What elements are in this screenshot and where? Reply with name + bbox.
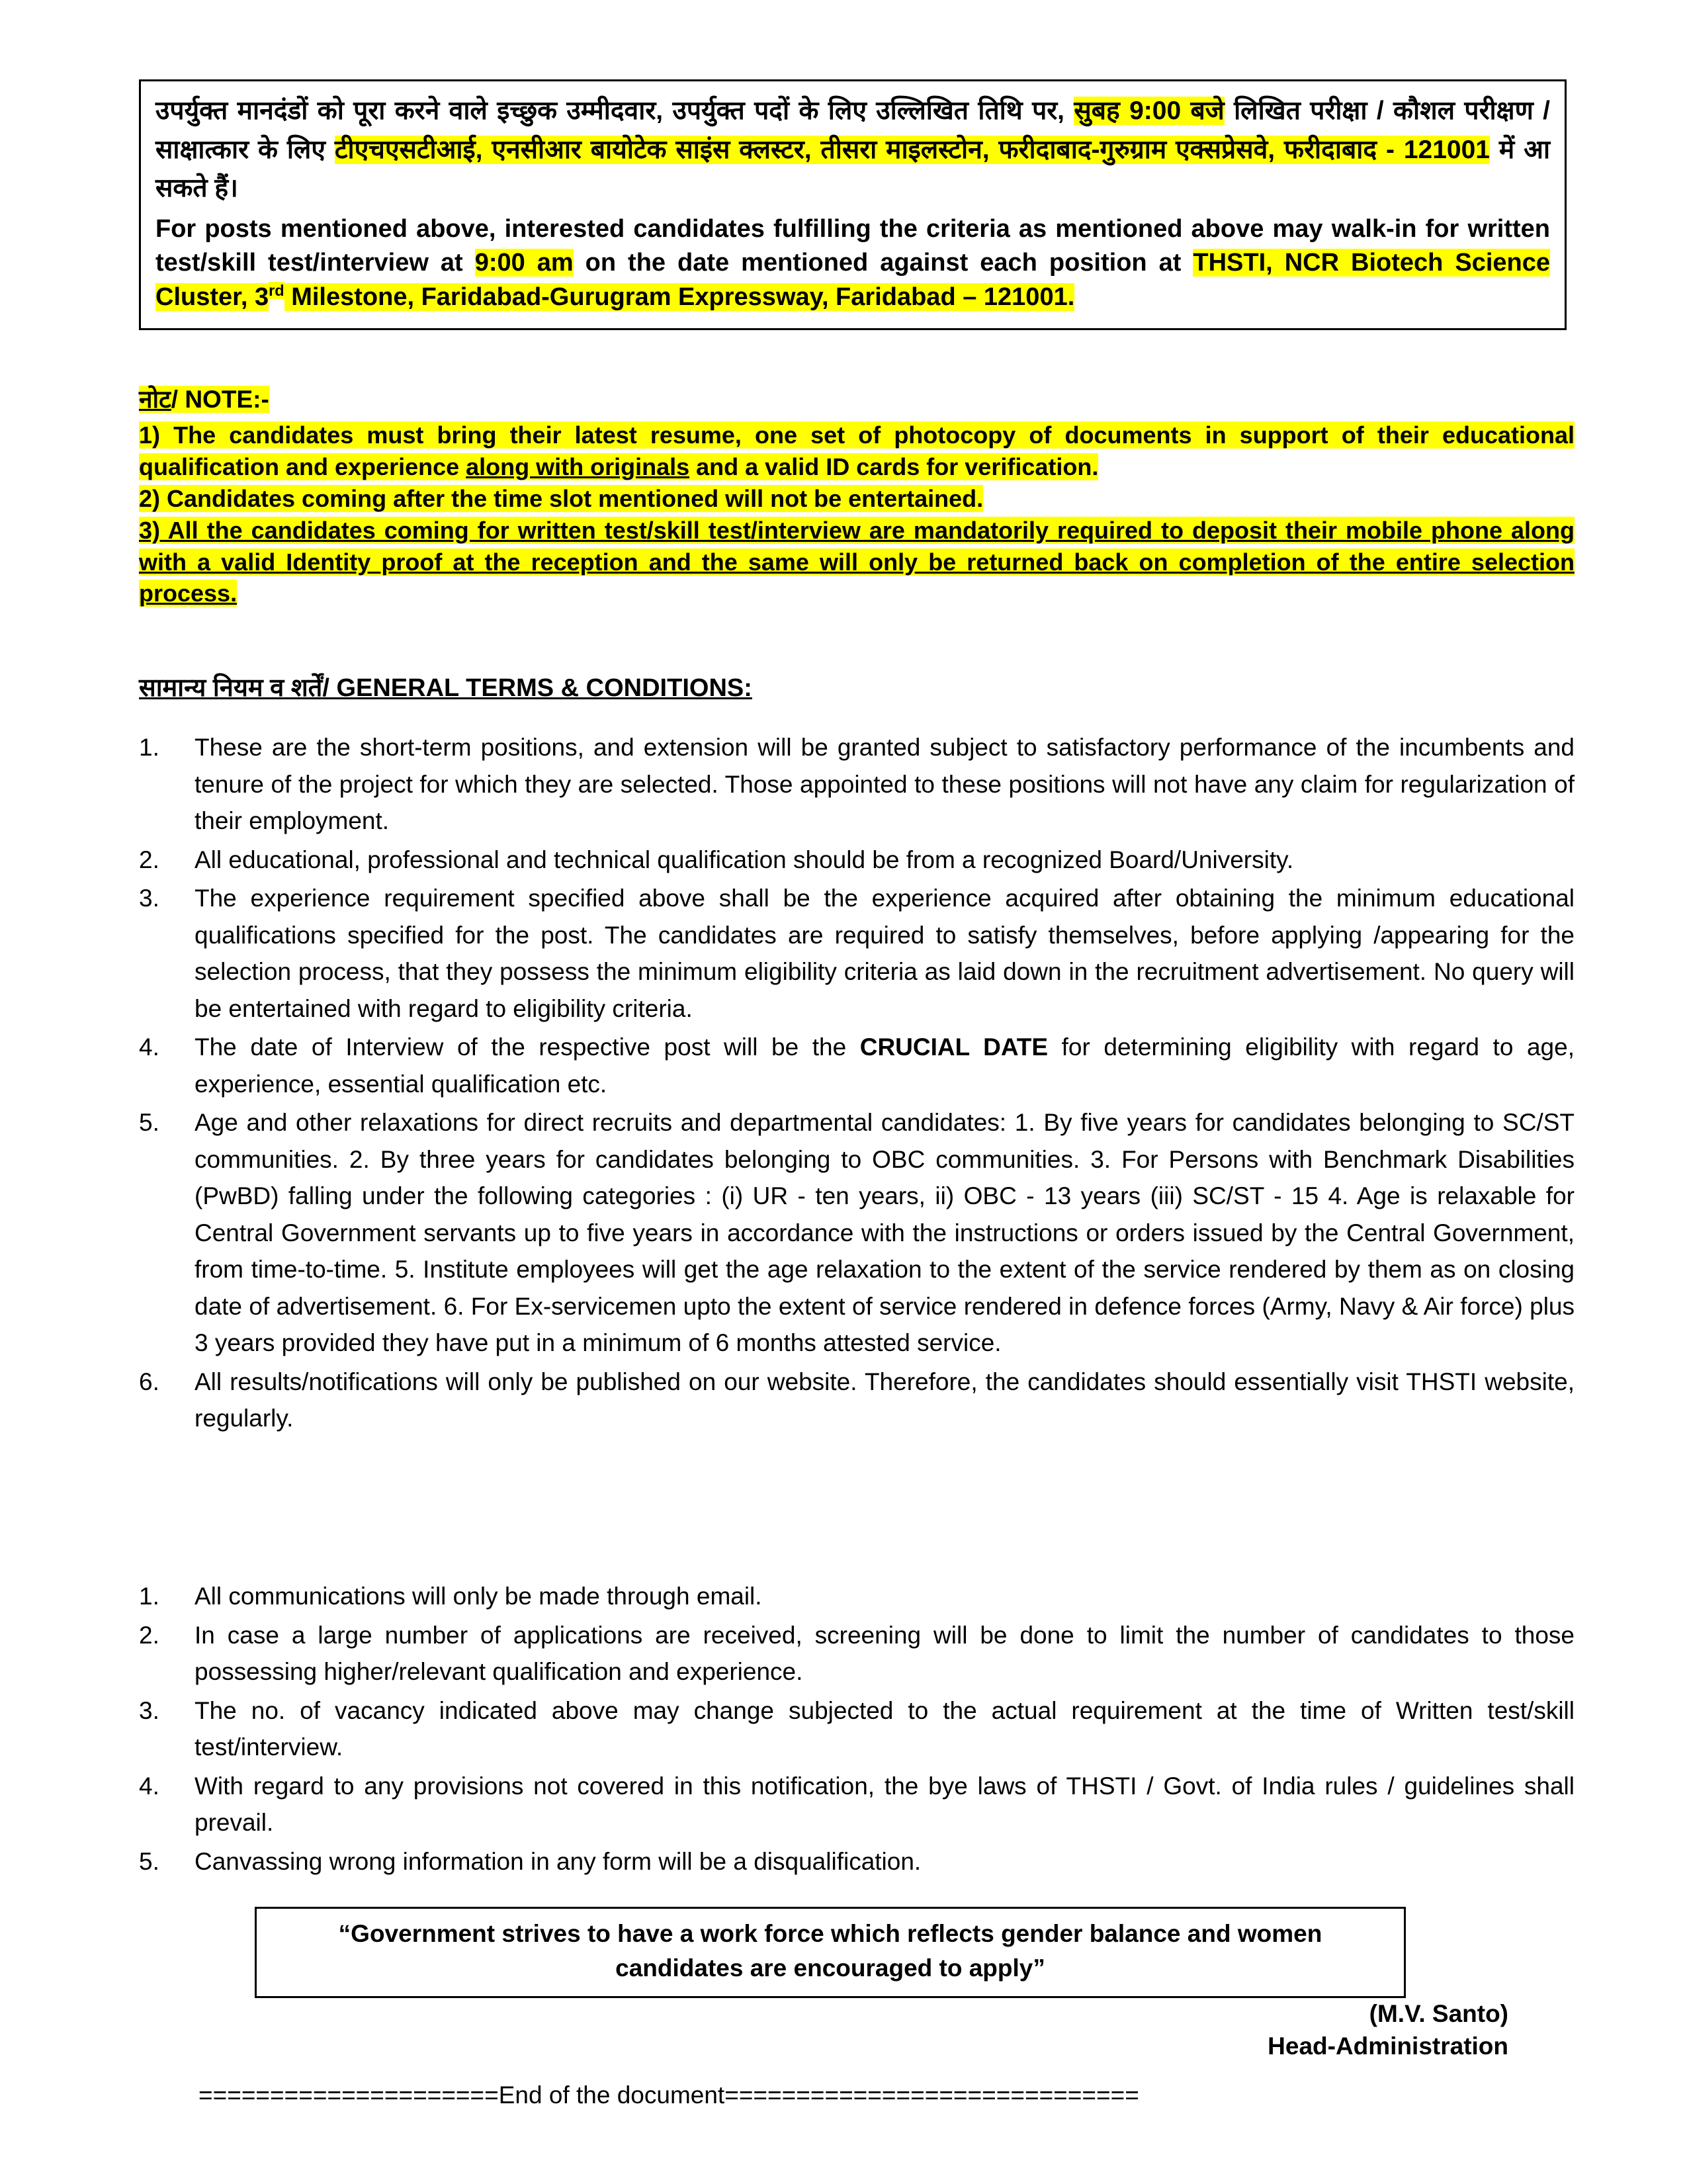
signatory-designation: Head-Administration bbox=[1268, 2032, 1508, 2060]
hindi-segment-1: उपर्युक्त मानदंडों को पूरा करने वाले इच्छुक उम्मीदवार, उपर्युक्त पदों के लिए उल्लिखित तिथि पर, bbox=[155, 97, 1074, 125]
list-item-text: All results/notifications will only be published on our website. Therefore, the candidates should essentially visit THSTI website, regularly. bbox=[195, 1368, 1575, 1432]
list-item-text: All educational, professional and technical qualification should be from a recognized Board/University. bbox=[195, 846, 1294, 873]
list-item-number: 3. bbox=[139, 885, 159, 912]
hindi-venue-highlight: टीएचएसटीआई, एनसीआर बायोटेक साइंस क्लस्टर, तीसरा माइलस्टोन, फरीदाबाद-गुरुग्राम एक्सप्रेसवे, फरीदाबाद - 121001 bbox=[334, 135, 1490, 164]
note-section bbox=[139, 384, 1575, 609]
list-item bbox=[139, 1617, 1575, 1690]
english-segment-3: on the date mentioned against each position at bbox=[573, 249, 1193, 277]
list-item-text: The no. of vacancy indicated above may change subjected to the actual requirement at the time of Written test/skill test/interview. bbox=[195, 1696, 1575, 1761]
hindi-segment-3: लिखित परीक्षा / कौशल परीक्षण / साक्षात्कार के लिए bbox=[155, 97, 1550, 164]
note-item-1 bbox=[139, 419, 1575, 483]
list-item-number: 1. bbox=[139, 734, 159, 761]
quote-line-1: “Government strives to have a work force which reflects gender balance and women bbox=[338, 1920, 1322, 1947]
note-heading-english: / NOTE:- bbox=[171, 386, 269, 413]
list-item-number: 3. bbox=[139, 1696, 159, 1724]
list-item-text: In case a large number of applications are received, screening will be done to limit the number of candidates to those possessing higher/relevant qualification and experience. bbox=[195, 1621, 1575, 1685]
signature-block bbox=[1268, 1998, 1508, 2063]
list-item-number: 6. bbox=[139, 1368, 159, 1395]
list-item bbox=[139, 880, 1575, 1027]
list-item bbox=[139, 1029, 1575, 1102]
english-venue-highlight-b: Milestone, Faridabad-Gurugram Expressway, Faridabad – 121001. bbox=[284, 283, 1075, 311]
note-item-1-underlined: along with originals bbox=[466, 453, 690, 480]
walkin-details-box bbox=[139, 79, 1567, 330]
quote-line-2: candidates are encouraged to apply” bbox=[615, 1954, 1045, 1982]
gender-balance-quote-box bbox=[255, 1907, 1406, 1998]
crucial-date-emphasis: CRUCIAL DATE bbox=[859, 1033, 1049, 1061]
hindi-time-highlight: सुबह 9:00 बजे bbox=[1074, 97, 1225, 125]
note-heading bbox=[139, 384, 1575, 415]
list-item-text: All communications will only be made through email. bbox=[195, 1583, 762, 1610]
crucial-date-prefix: The date of Interview of the respective post will be the bbox=[195, 1033, 860, 1061]
note-item-2 bbox=[139, 483, 1575, 515]
ordinal-suffix: rd bbox=[269, 282, 284, 300]
list-item bbox=[139, 1843, 1575, 1880]
english-time-highlight: 9:00 am bbox=[474, 249, 574, 277]
crucial-date-suffix: for determining eligibility with regard to age, experience, essential qualification etc. bbox=[195, 1033, 1575, 1098]
list-item-number: 2. bbox=[139, 1621, 159, 1649]
list-item-text: These are the short-term positions, and extension will be granted subject to satisfactory performance of the incumbents and tenure of the project for which they are selected. Those appointed to these positions will not have any claim for regularization of their employment. bbox=[195, 734, 1575, 834]
list-item bbox=[139, 1768, 1575, 1841]
list-item-number: 5. bbox=[139, 1109, 159, 1136]
hindi-segment-5: में आ सकते हैं। bbox=[155, 135, 1550, 202]
english-segment-1: For posts mentioned above, interested candidates fulfilling the criteria as mentioned above may walk-in for written test/skill test/interview at bbox=[155, 214, 1550, 277]
list-item bbox=[139, 1104, 1575, 1362]
note-item-3 bbox=[139, 515, 1575, 610]
general-terms-list-two bbox=[139, 1578, 1575, 1882]
note-item-1-suffix: and a valid ID cards for verification. bbox=[689, 453, 1099, 480]
list-item-text: The experience requirement specified above shall be the experience acquired after obtaining the minimum educational qualifications specified for the post. The candidates are required to satisfy themselves, before applying /appearing for the selection process, that they possess the minimum eligibility criteria as laid down in the recruitment advertisement. No query will be entertained with regard to eligibility criteria. bbox=[195, 885, 1575, 1022]
general-terms-heading-english: / GENERAL TERMS & CONDITIONS: bbox=[322, 674, 752, 702]
note-item-1-prefix: 1) The candidates must bring their latest resume, one set of photocopy of documents in support of their educational qualification and experience bbox=[139, 421, 1575, 480]
general-terms-heading bbox=[139, 670, 752, 704]
note-item-2-text: 2) Candidates coming after the time slot mentioned will not be entertained. bbox=[139, 484, 984, 512]
note-heading-hindi: नोट bbox=[139, 386, 171, 413]
signatory-name: (M.V. Santo) bbox=[1369, 2000, 1508, 2027]
list-item bbox=[139, 1578, 1575, 1615]
list-item-number: 5. bbox=[139, 1847, 159, 1875]
english-venue-highlight-a: THSTI, NCR Biotech Science Cluster, 3 bbox=[155, 249, 1550, 311]
list-item-text: Age and other relaxations for direct recruits and departmental candidates: 1. By five years for candidates belonging to SC/ST communities. 2. By three years for candidates belonging to OBC communities. 3. For Persons with Benchmark Disabilities (PwBD) falling under the following categories : (i) UR - ten years, ii) OBC - 13 years (iii) SC/ST - 15 4. Age is relaxable for Central Government servants up to five years in accordance with the instructions or orders issued by the Central Government, from time-to-time. 5. Institute employees will get the age relaxation to the extent of the service rendered by them as on closing date of advertisement. 6. For Ex-servicemen upto the extent of service rendered in defence forces (Army, Navy & Air force) plus 3 years provided they have put in a minimum of 6 months attested service. bbox=[195, 1109, 1575, 1356]
list-item-text: With regard to any provisions not covered in this notification, the bye laws of THSTI / Govt. of India rules / guidelines shall prevail. bbox=[195, 1772, 1575, 1836]
list-item-text: Canvassing wrong information in any form will be a disqualification. bbox=[195, 1847, 922, 1875]
list-item-number: 1. bbox=[139, 1583, 159, 1610]
general-terms-list-one bbox=[139, 729, 1575, 1439]
list-item-number: 2. bbox=[139, 846, 159, 873]
walkin-details-hindi bbox=[155, 92, 1550, 208]
walkin-details-english bbox=[155, 212, 1550, 315]
list-item bbox=[139, 842, 1575, 879]
list-item-text bbox=[195, 1029, 1575, 1102]
list-item bbox=[139, 1364, 1575, 1437]
list-item-number: 4. bbox=[139, 1033, 159, 1061]
list-item-number: 4. bbox=[139, 1772, 159, 1800]
note-item-3-text: 3) All the candidates coming for written test/skill test/interview are mandatorily required to deposit their mobile phone along with a valid Identity proof at the reception and the same will only be returned back on completion of the entire selection process. bbox=[139, 516, 1575, 607]
general-terms-heading-hindi: सामान्य नियम व शर्तें bbox=[139, 674, 323, 702]
end-of-document-divider: =====================End of the document============================= bbox=[198, 2081, 1139, 2109]
list-item bbox=[139, 729, 1575, 840]
list-item bbox=[139, 1692, 1575, 1766]
